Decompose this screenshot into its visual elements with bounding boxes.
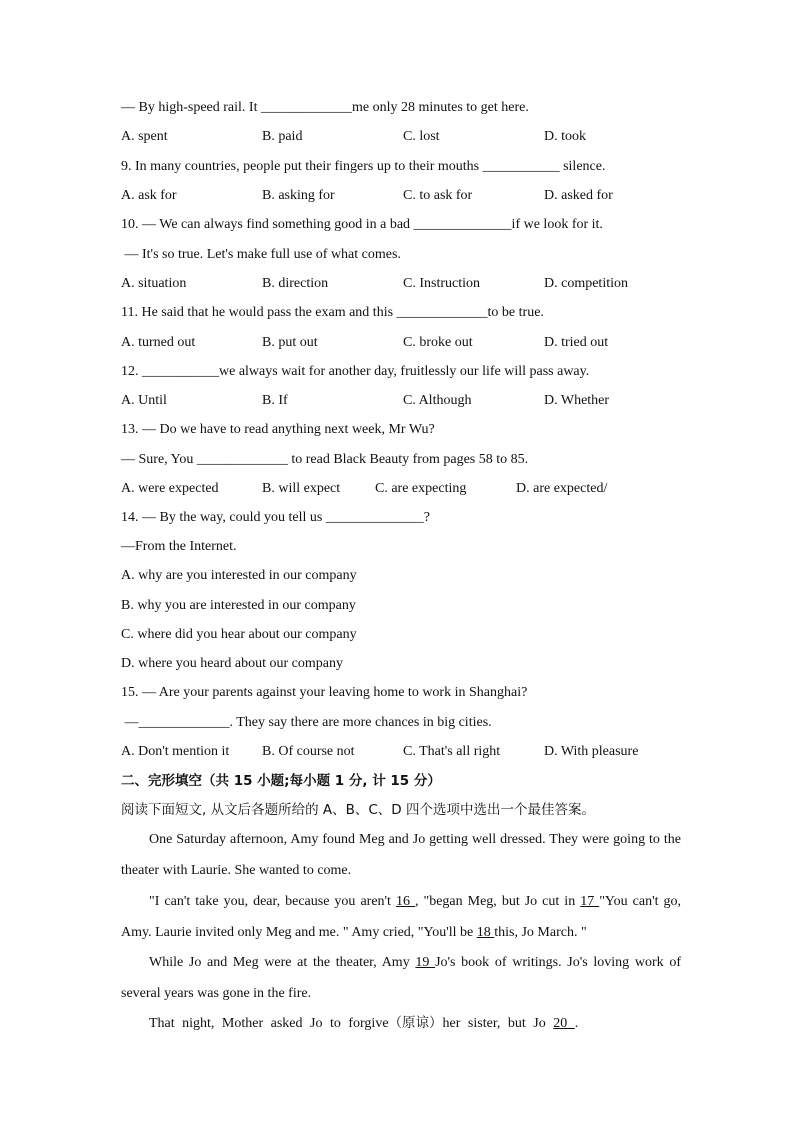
q14-reply: —From the Internet. xyxy=(121,539,237,554)
blank-19: 19 xyxy=(415,955,436,970)
q15-stem: 15. — Are your parents against your leaving home to work in Shanghai? xyxy=(121,685,528,700)
blank-20: 20 xyxy=(553,1016,575,1031)
q15-reply: —_____________. They say there are more chances in big cities. xyxy=(121,715,492,730)
passage-paragraph-2 xyxy=(121,886,681,948)
passage-text: Jo's book of writings. Jo's loving work of several years was gone in the fire. xyxy=(121,955,681,1001)
q13-option-c: C. are expecting xyxy=(375,481,467,496)
passage-text: . xyxy=(574,1016,579,1031)
q8-option-d: D. took xyxy=(544,129,586,144)
passage-text: her sister, but Jo xyxy=(442,1016,554,1031)
q9-option-b: B. asking for xyxy=(262,188,335,203)
blank-18: 18 xyxy=(476,925,495,940)
passage-text: "I can't take you, dear, because you aren't xyxy=(149,894,396,909)
q12-option-c: C. Although xyxy=(403,393,472,408)
q9-option-a: A. ask for xyxy=(121,188,177,203)
q9-option-c: C. to ask for xyxy=(403,188,473,203)
q12-stem: 12. ___________we always wait for another day, fruitlessly our life will pass away. xyxy=(121,364,590,379)
q12-option-b: B. If xyxy=(262,393,288,408)
q10-option-a: A. situation xyxy=(121,276,187,291)
q13-reply: — Sure, You _____________ to read Black Beauty from pages 58 to 85. xyxy=(121,452,529,467)
blank-16: 16 xyxy=(395,894,415,909)
q15-option-d: D. With pleasure xyxy=(544,744,639,759)
q9-stem: 9. In many countries, people put their fingers up to their mouths ___________ silence. xyxy=(121,159,606,174)
q10-stem: 10. — We can always find something good in a bad ______________if we look for it. xyxy=(121,217,603,232)
passage-text: this, Jo March. " xyxy=(494,925,587,940)
q10-option-c: C. Instruction xyxy=(403,276,480,291)
q12-option-a: A. Until xyxy=(121,393,167,408)
passage-paragraph-1: One Saturday afternoon, Amy found Meg and Jo getting well dressed. They were going to the theater with Laurie. She wanted to come. xyxy=(121,832,681,878)
q9-option-d: D. asked for xyxy=(544,188,613,203)
passage-text: , "began Meg, but Jo cut in xyxy=(414,894,581,909)
section-heading: 二、完形填空（共 15 小题;每小题 1 分, 计 15 分） xyxy=(121,773,441,789)
passage-text: While Jo and Meg were at the theater, Amy xyxy=(149,955,416,970)
passage-text: "You can't go, Amy. Laurie invited only Meg and me. " Amy cried, "You'll be xyxy=(121,894,682,940)
q15-option-b: B. Of course not xyxy=(262,744,355,759)
passage-text: That night, Mother asked Jo to forgive xyxy=(149,1016,389,1031)
section-instruction: 阅读下面短文, 从文后各题所给的 A、B、C、D 四个选项中选出一个最佳答案。 xyxy=(121,802,595,818)
q10-reply: — It's so true. Let's make full use of what comes. xyxy=(121,247,401,262)
passage-paragraph-3 xyxy=(121,947,681,1009)
q11-option-b: B. put out xyxy=(262,335,318,350)
q14-option-b: B. why you are interested in our company xyxy=(121,598,356,613)
passage-paragraph-4 xyxy=(121,1008,681,1039)
q10-option-b: B. direction xyxy=(262,276,329,291)
q11-option-c: C. broke out xyxy=(403,335,473,350)
q13-option-d: D. are expected/ xyxy=(516,481,608,496)
q10-option-d: D. competition xyxy=(544,276,628,291)
q14-stem: 14. — By the way, could you tell us ______________? xyxy=(121,510,431,525)
q14-option-a: A. why are you interested in our company xyxy=(121,568,357,583)
q8-option-a: A. spent xyxy=(121,129,168,144)
blank-17: 17 xyxy=(580,894,600,909)
q13-option-b: B. will expect xyxy=(262,481,341,496)
passage-gloss: （原谅） xyxy=(388,1015,443,1031)
q13-option-a: A. were expected xyxy=(121,481,219,496)
q15-option-a: A. Don't mention it xyxy=(121,744,230,759)
q8-option-c: C. lost xyxy=(403,129,440,144)
q11-stem: 11. He said that he would pass the exam and this _____________to be true. xyxy=(121,305,544,320)
q15-option-c: C. That's all right xyxy=(403,744,501,759)
q14-option-d: D. where you heard about our company xyxy=(121,656,343,671)
q13-stem: 13. — Do we have to read anything next week, Mr Wu? xyxy=(121,422,435,437)
q11-option-a: A. turned out xyxy=(121,335,196,350)
q12-option-d: D. Whether xyxy=(544,393,610,408)
q8-answer-line: — By high-speed rail. It _____________me only 28 minutes to get here. xyxy=(121,100,529,115)
q8-option-b: B. paid xyxy=(262,129,303,144)
q11-option-d: D. tried out xyxy=(544,335,609,350)
q14-option-c: C. where did you hear about our company xyxy=(121,627,357,642)
